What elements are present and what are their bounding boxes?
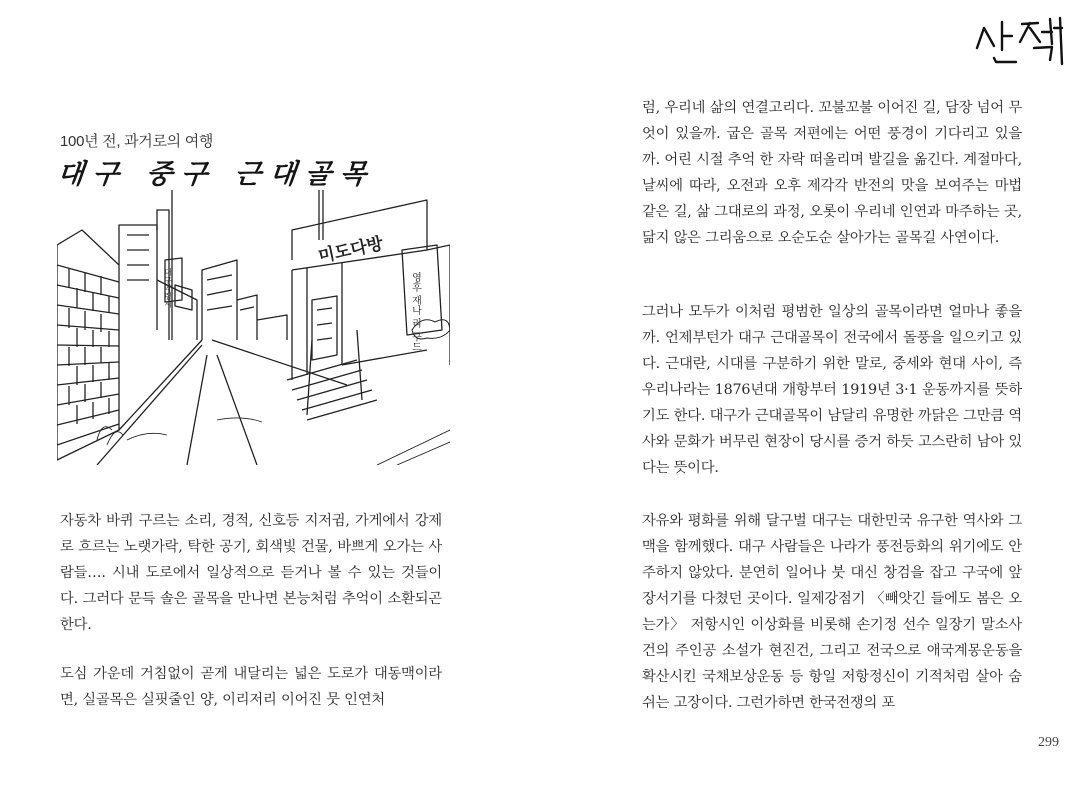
article-title: 대구 중구 근대골목 [56,159,377,190]
right-paragraph-3: 자유와 평화를 위해 달구벌 대구는 대한민국 유구한 역사와 그 맥을 함께했다. 대구 사람들은 나라가 풍전등화의 위기에도 안주하지 않았다. 분연히 일어나 붓 대신 창검을 잡고 구국에 앞장서기를 다쳤던 곳이다. 일제강점기 〈빼앗긴 들에도 봄은 오는가〉 저항시인 이상화를 비롯해 손기정 선수 일장기 말소사건의 주인공 소설가 현진건, 그리고 전국으로 애국계몽운동을 확산시킨 국채보상운동 등 항일 저항정신이 기적처럼 살아 숨 쉬는 고장이다. 그런가하면 한국전쟁의 포 [642,513,1022,711]
left-paragraph-1: 자동차 바퀴 구르는 소리, 경적, 신호등 지저귐, 가게에서 강제로 흐르는 노랫가락, 탁한 공기, 회색빛 건물, 바쁘게 오가는 사람들…. 시내 도로에서 일상적으로 듣거나 볼 수 있는 것들이다. 그러다 문득 솔은 골목을 만나면 본능처럼 추억이 소환되곤 한다. [60,513,442,633]
vertical-sign-text: 영후 재나 리 구드 [409,272,421,352]
right-paragraph-1: 럼, 우리네 삶의 연결고리다. 꼬불꼬불 이어진 길, 담장 넘어 무엇이 있을까. 굽은 골목 저편에는 어떤 풍경이 기다리고 있을까. 어린 시절 추억 한 자락 떠올리며 발길을 옮긴다. 계절마다, 날씨에 따라, 오전과 오후 제각각 반전의 맛을 보여주는 마법 같은 길, 삶 그대로의 과정, 오롯이 우리네 인연과 마주하는 곳, 닮지 않은 그리움으로 오순도순 살아가는 골목길 사연이다. [642,100,1022,246]
section-logo [972,14,1068,68]
left-paragraph-2: 도심 가운데 거침없이 곧게 내달리는 넓은 도로가 대동맥이라면, 실골목은 실핏줄인 양, 이리저리 이어진 뭇 인연처 [60,666,442,708]
alley-sketch-illustration [57,190,450,465]
side-sign-text: 대구약령시 [163,268,173,308]
page-number: 299 [1038,735,1059,750]
right-page [540,0,1080,789]
right-paragraph-2: 그러나 모두가 이처럼 평범한 일상의 골목이라면 얼마나 좋을까. 언제부턴가 대구 근대골목이 전국에서 돌풍을 일으키고 있다. 근대란, 시대를 구분하기 위한 말로, 중세와 현대 사이, 즉 우리나라는 1876년대 개항부터 1919년 3·1 운동까지를 뜻하기도 한다. 대구가 근대골목이 남달리 유명한 까닭은 그만큼 역사와 문화가 버무린 현장이 당시를 증거 하듯 고스란히 남아 있다는 뜻이다. [642,304,1022,476]
article-subtitle: 100년 전, 과거로의 여행 [60,133,214,150]
cafe-sign-text: 미도다방 [316,233,386,268]
